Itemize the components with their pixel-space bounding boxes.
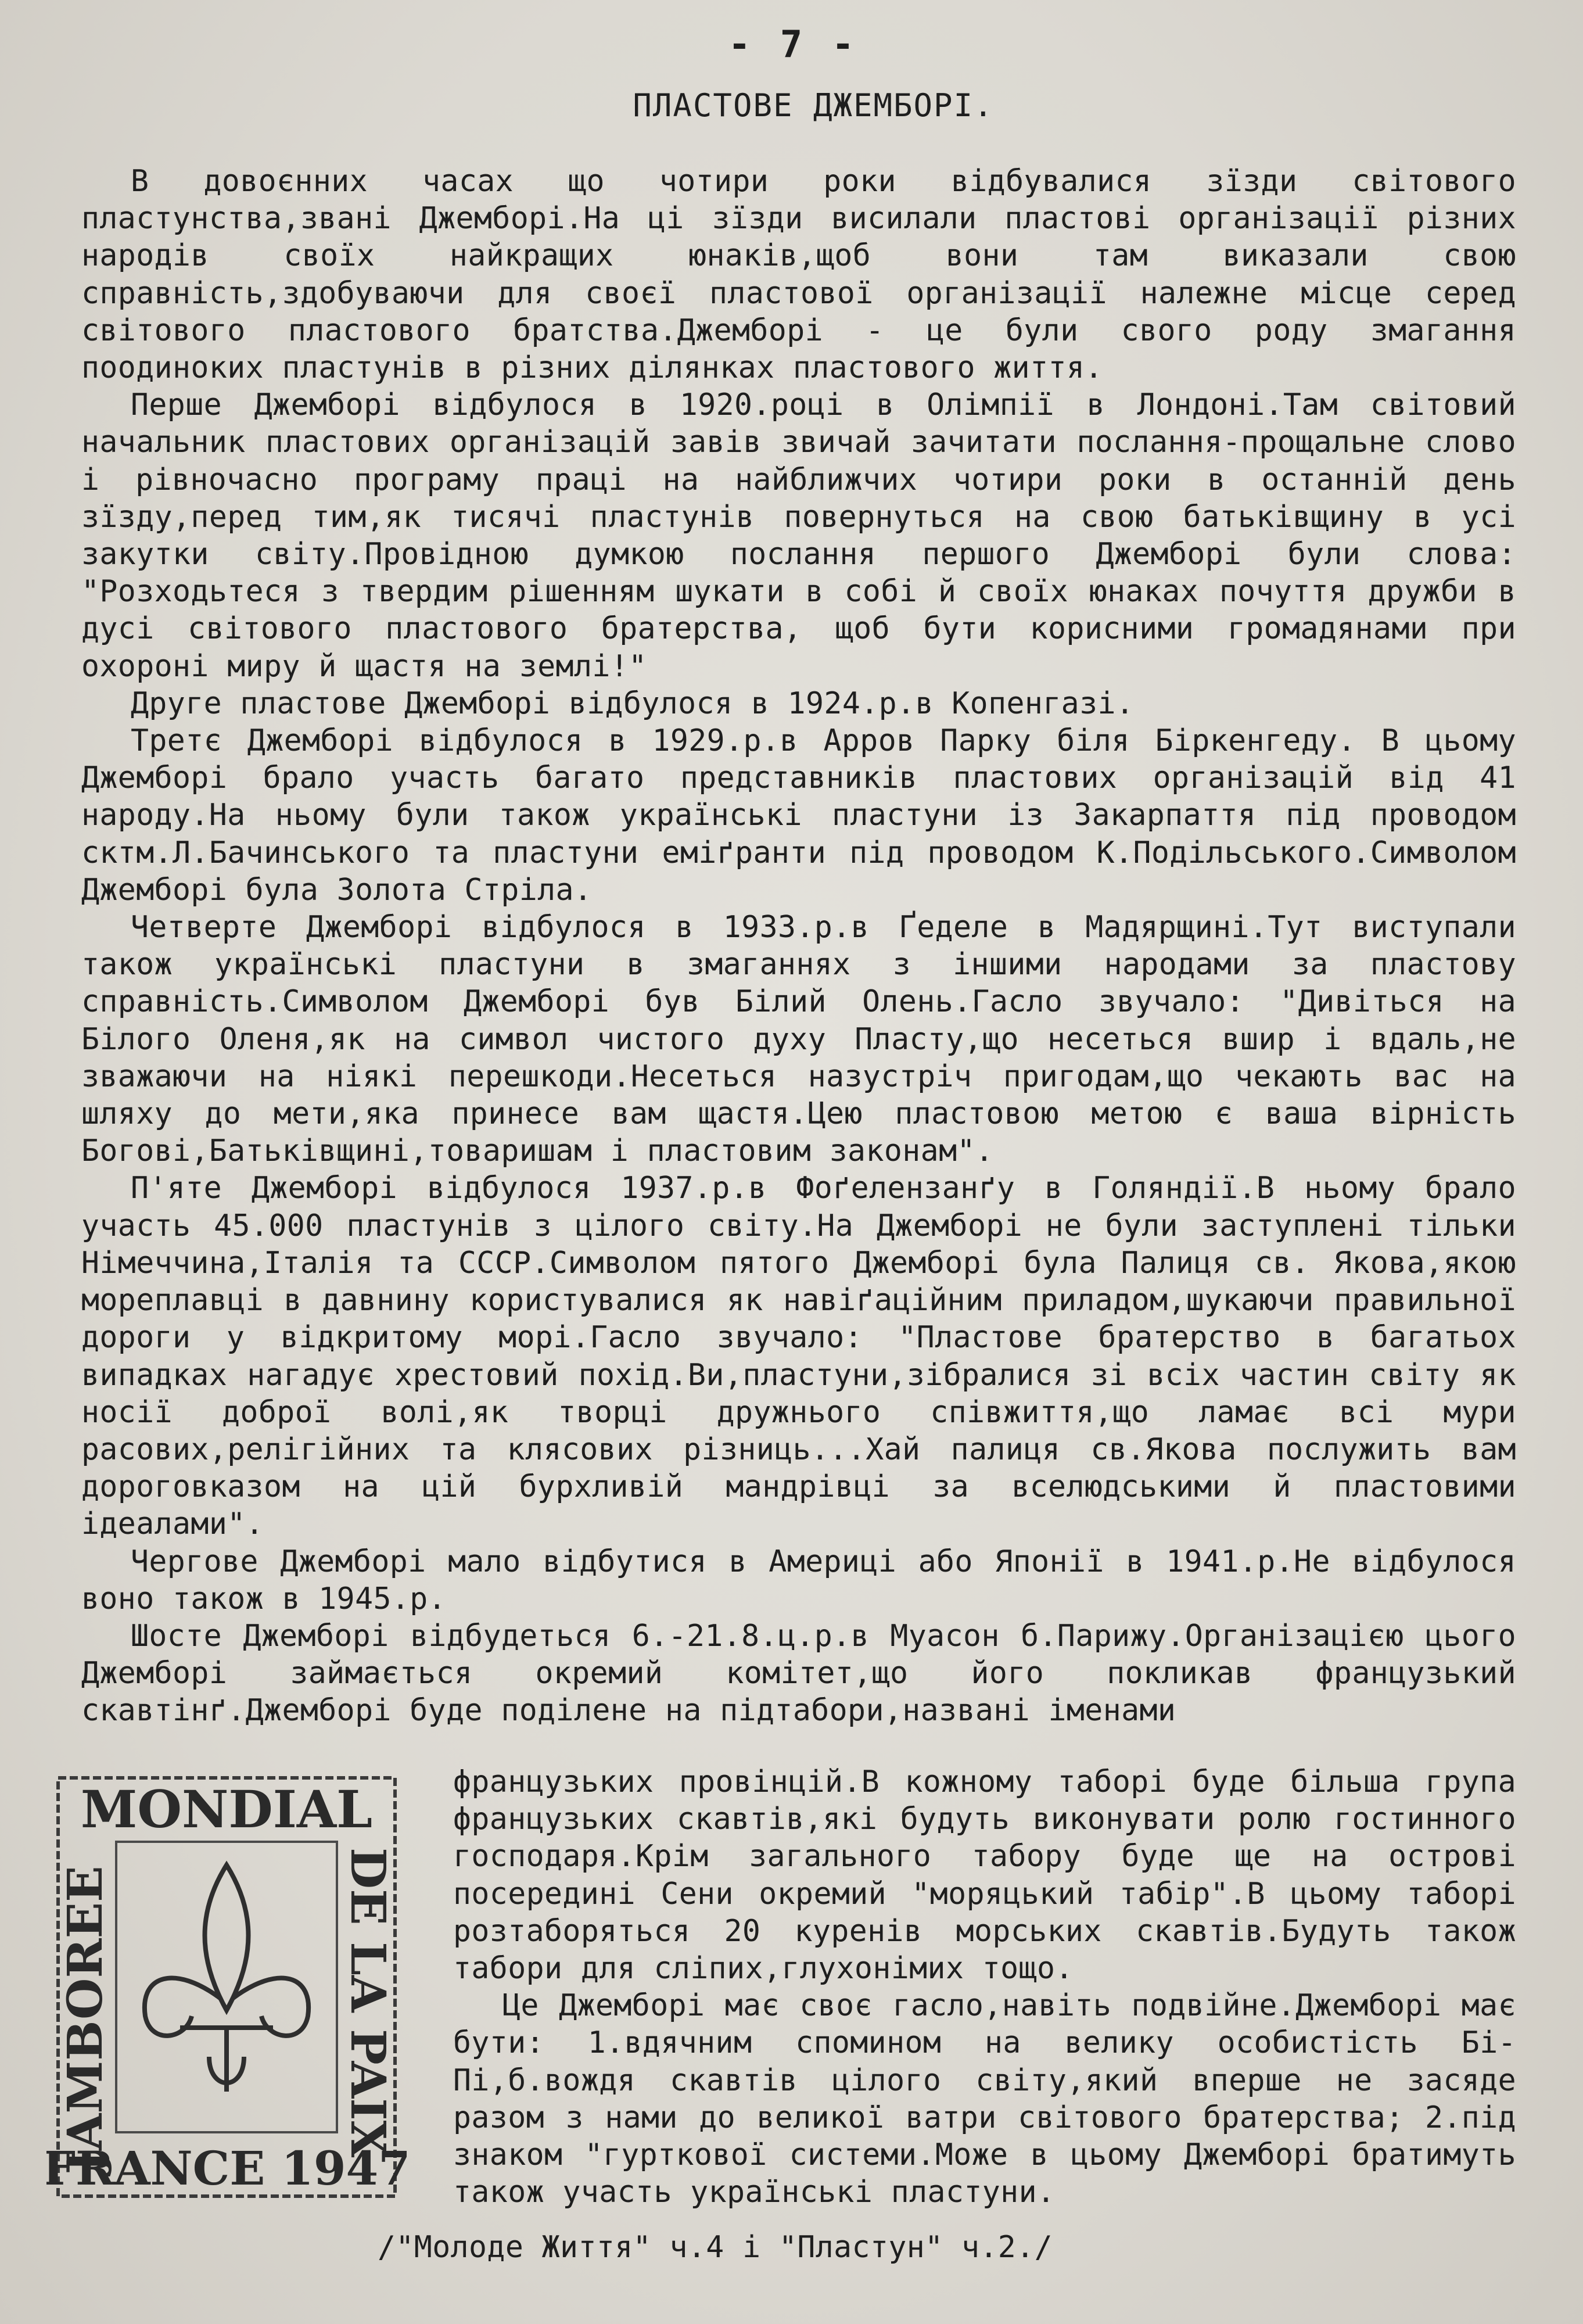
paragraph: П'яте Джемборі відбулося 1937.р.в Фоґелензанґу в Голяндії.В ньому брало участь 45.000 пластунів з цілого світу.На Джемборі не були заступлені тільки Німеччина,Італія та СССР.Символом пятого Джемборі була Палиця св. Якова,якою мореплавці в давнину користувалися як навіґаційним приладом,шукаючи правильної дороги у відкритому морі.Гасло звучало: "Пластове братерство в багатьох випадках нагадує хрестовий похід.Ви,пластуни,зібралися зі всіх частин світу як носії доброї волі,як творці дружнього співжиття,що ламає всі мури расових,релігійних та клясових різниць...Хай палиця св.Якова послужить вам дороговказом на цій бурхливій мандрівці за вселюдськими й пластовими ідеалами". bbox=[81, 1171, 1516, 1542]
page-number: - 7 - bbox=[728, 23, 858, 66]
stamp-top-text: MONDIAL bbox=[80, 1779, 373, 1839]
fleur-de-lis-icon bbox=[145, 1865, 308, 2092]
stamp-right-text: DE LA PAIX bbox=[340, 1848, 396, 2158]
jamboree-stamp bbox=[46, 1766, 407, 2208]
paragraph: Чергове Джемборі мало відбутися в Америці або Японії в 1941.р.Не відбулося воно також в 1945.р. bbox=[81, 1544, 1516, 1616]
stamp-bottom-text: FRANCE 1947 bbox=[46, 2141, 407, 2196]
paragraph: В довоєнних часах що чотири роки відбувалися зїзди світового пластунства,звані Джемборі.На ці зїзди висилали пластові організації різних народів своїх найкращих юнаків,щоб вони там виказали свою справність,здобуваючи для своєї пластової організації належне місце серед світового пластового братства.Джемборі - це були свого роду змагання поодиноких пластунів в різних ділянках пластового життя. bbox=[81, 164, 1516, 386]
page-title: ПЛАСТОВЕ ДЖЕМБОРІ. bbox=[633, 87, 994, 124]
paragraph: Це Джемборі має своє гасло,навіть подвійне.Джемборі має бути: 1.вдячним спомином на велику особистість Бі-Пі,б.вождя скавтів цілого світу,який вперше не засяде разом з нами до великої ватри світового братерства; 2.під знаком "гурткової системи.Може в цьому Джемборі братимуть також участь українські пластуни. bbox=[453, 1988, 1516, 2210]
stamp-left-text: JAMBOREE bbox=[58, 1866, 113, 2173]
paragraph: Перше Джемборі відбулося в 1920.році в Олімпії в Лондоні.Там світовий начальник пластових організацій завів звичай зачитати послання-прощальне слово і рівночасно програму праці на найближчих чотири роки в останній день зїзду,перед тим,як тисячі пластунів повернуться на свою батьківщину в усі закутки світу.Провідною думкою послання першого Джемборі були слова: "Розходьтеся з твердим рішенням шукати в собі й своїх юнаках почуття дружби в дусі світового пластового братерства, щоб бути корисними громадянами при охороні миру й щастя на землі!" bbox=[81, 388, 1516, 684]
source-citation: /"Молоде Життя" ч.4 і "Пластун" ч.2./ bbox=[378, 2230, 1053, 2265]
paragraph: Третє Джемборі відбулося в 1929.р.в Арров Парку біля Біркенгеду. В цьому Джемборі брало участь багато представників пластових організацій від 41 народу.На ньому були також українські пластуни із Закарпаття під проводом сктм.Л.Бачинського та пластуни еміґранти під проводом К.Подільського.Символом Джемборі була Золота Стріла. bbox=[81, 723, 1516, 908]
jamboree-stamp-graphic bbox=[46, 1766, 407, 2208]
paragraph: Шосте Джемборі відбудеться 6.-21.8.ц.р.в Муасон б.Парижу.Організацією цього Джемборі займається окремий комітет,що його покликав французький скавтінґ.Джемборі буде поділене на підтабори,названі іменами bbox=[81, 1618, 1516, 1728]
paragraph: Друге пластове Джемборі відбулося в 1924.р.в Копенгазі. bbox=[131, 686, 1135, 721]
paragraph: французьких провінцій.В кожному таборі буде більша група французьких скавтів,які будуть виконувати ролю гостинного господаря.Крім загального табору буде ще на острові посередині Сени окремий "моряцький табір".В цьому таборі розтаборяться 20 куренів морських скавтів.Будуть також табори для сліпих,глухонімих тощо. bbox=[453, 1764, 1516, 1986]
article-body bbox=[81, 163, 1516, 1730]
paragraph: Четверте Джемборі відбулося в 1933.р.в Ґеделе в Мадярщині.Тут виступали також українські пластуни в змаганнях з іншими народами за пластову справність.Символом Джемборі був Білий Олень.Гасло звучало: "Дивіться на Білого Оленя,як на символ чистого духу Пласту,що несеться вшир і вдаль,не зважаючи на ніякі перешкоди.Несеться назустріч пригодам,що чекають вас на шляху до мети,яка принесе вам щастя.Цею пластовою метою є ваша вірність Богові,Батьківщині,товаришам і пластовим законам". bbox=[81, 910, 1516, 1169]
